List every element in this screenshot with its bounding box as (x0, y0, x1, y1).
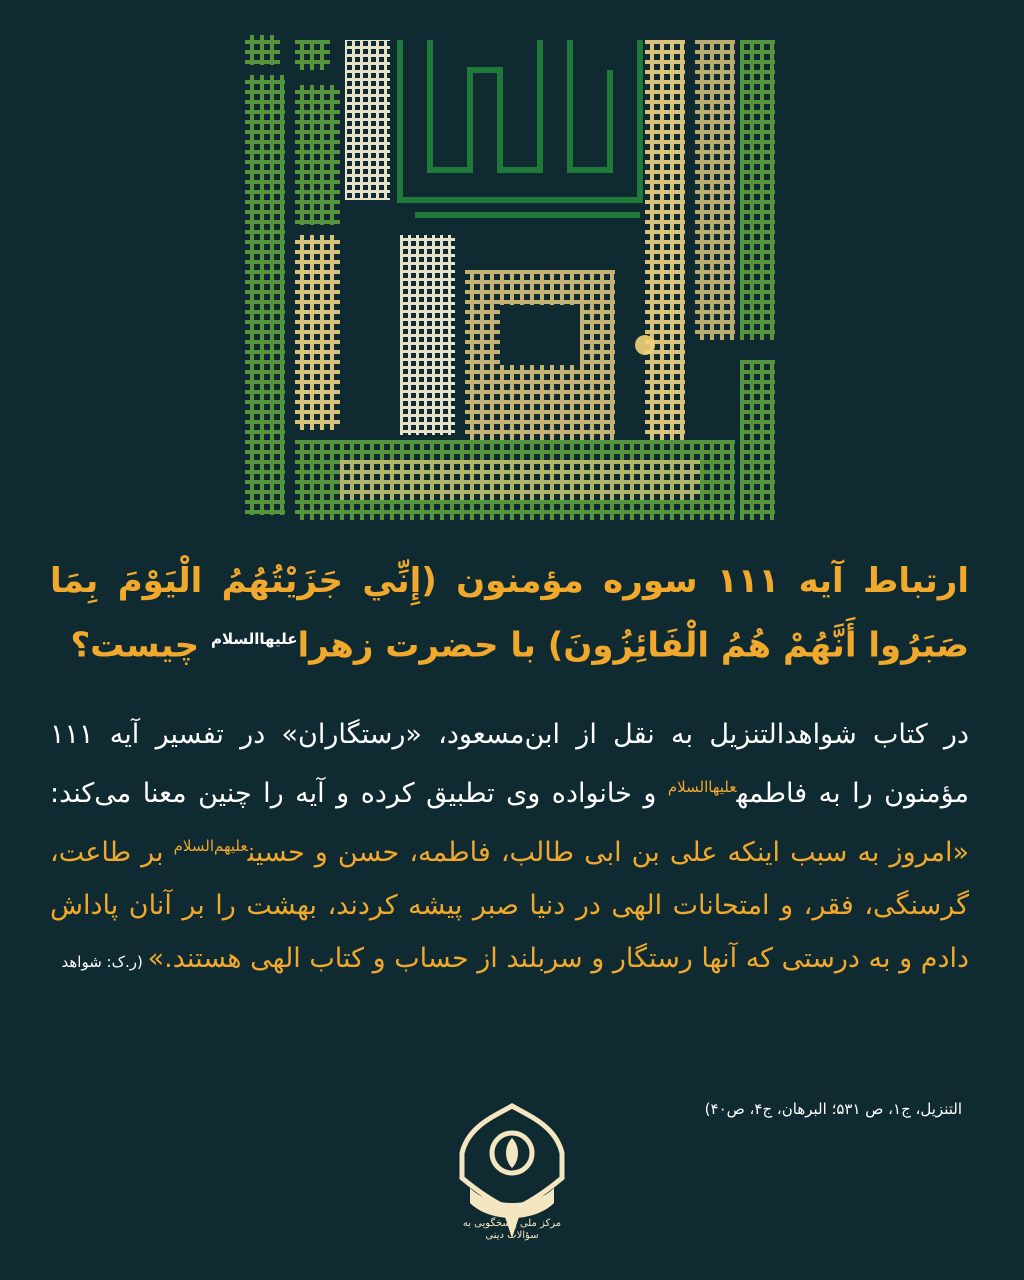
question-heading (50, 552, 969, 674)
question-part3: چیست؟ (70, 625, 211, 666)
answer-quote-end: بر طاعت، گرسنگی، فقر، و امتحانات الهی در دنیا صبر پیشه کردند، بهشت را بر آنان پاداش دادم و به درستی که آنها رستگار و سربلند از حساب و کتاب الهی هستند.» (50, 837, 969, 974)
question-verse: إِنِّي جَزَيْتُهُمُ الْيَوْمَ بِمَا صَبَرُوا أَنَّهُمْ هُمُ الْفَائِزُونَ (50, 561, 969, 666)
institute-emblem-icon (450, 1098, 574, 1268)
answer-quote-start: «امروز به سبب اینکه علی بن ابی طالب، فاطمه، حسن و حسین (247, 837, 969, 868)
question-part1: ارتباط آیه ۱۱۱ سوره مؤمنون ( (421, 561, 969, 601)
answer-line2: و خانواده وی تطبیق کرده و آیه را چنین معنا می‌کند: (50, 778, 668, 809)
honorific-mark-2: علیهم‌السلام (173, 837, 248, 855)
question-part2: ) با حضرت زهرا (297, 625, 564, 666)
reference-text: (ر.ک: شواهد (61, 953, 148, 971)
kufic-calligraphy-icon (240, 30, 780, 525)
honorific-mark: علیهاالسلام (211, 630, 298, 648)
answer-paragraph (50, 708, 969, 989)
honorific-mark-1: علیهاالسلام (667, 778, 737, 796)
answer-line1: در کتاب شواهدالتنزیل به نقل از ابن‌مسعود، «رستگاران» در تفسیر آیه ۱۱۱ مؤمنون را به فاطمه (50, 719, 969, 809)
footnote-reference: التنزیل، ج۱، ص ۵۳۱؛ البرهان، ج۴، ص۴۰) (704, 1100, 962, 1118)
logo-caption: مرکز ملی پاسخگویی به سؤالات دینی (462, 1218, 562, 1241)
